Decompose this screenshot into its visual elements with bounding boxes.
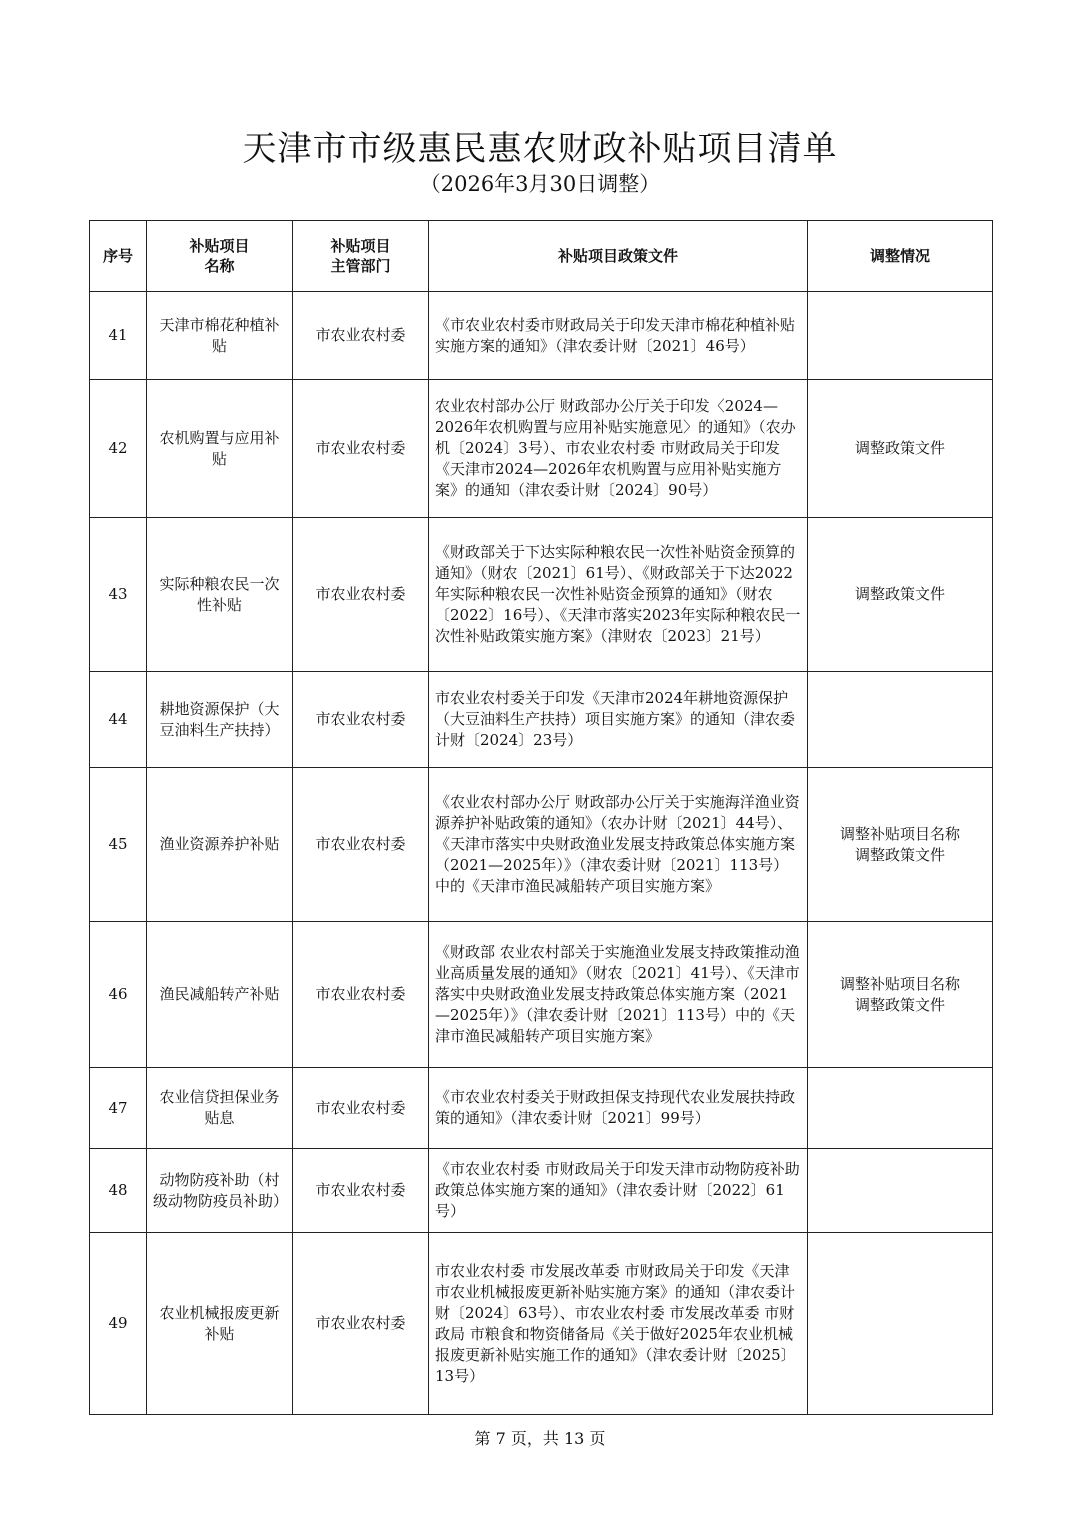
row-dept: 市农业农村委 — [293, 292, 429, 380]
table-row — [90, 1068, 993, 1149]
page-title: 天津市市级惠民惠农财政补贴项目清单 — [242, 129, 838, 169]
row-policy: 《市农业农村委市财政局关于印发天津市棉花种植补贴实施方案的通知》（津农委计财〔2021〕46号） — [429, 292, 808, 380]
header-dept — [293, 221, 429, 292]
row-dept: 市农业农村委 — [293, 518, 429, 672]
table-row — [90, 518, 993, 672]
row-name: 农业机械报废更新补贴 — [147, 1233, 293, 1415]
row-dept: 市农业农村委 — [293, 1233, 429, 1415]
header-policy: 补贴项目政策文件 — [429, 221, 808, 292]
row-dept: 市农业农村委 — [293, 1068, 429, 1149]
row-dept: 市农业农村委 — [293, 922, 429, 1068]
row-seq: 41 — [90, 292, 147, 380]
row-seq: 42 — [90, 380, 147, 518]
row-dept: 市农业农村委 — [293, 768, 429, 922]
row-policy: 《农业农村部办公厅 财政部办公厅关于实施海洋渔业资源养护补贴政策的通知》（农办计财〔2021〕44号）、《天津市落实中央财政渔业发展支持政策总体实施方案（2021—2025年）》（津农委计财〔2021〕113号）中的《天津市渔民减船转产项目实施方案》 — [429, 768, 808, 922]
row-policy: 《市农业农村委 市财政局关于印发天津市动物防疫补助政策总体实施方案的通知》（津农委计财〔2022〕61号） — [429, 1149, 808, 1233]
row-policy: 市农业农村委 市发展改革委 市财政局关于印发《天津市农业机械报废更新补贴实施方案》的通知（津农委计财〔2024〕63号）、市农业农村委 市发展改革委 市财政局 市粮食和物资储备局《关于做好2025年农业机械报废更新补贴实施工作的通知》（津农委计财〔2025〕13号） — [429, 1233, 808, 1415]
row-seq: 45 — [90, 768, 147, 922]
row-name: 渔民减船转产补贴 — [147, 922, 293, 1068]
table-row — [90, 672, 993, 768]
row-adjust: 调整政策文件 — [808, 518, 993, 672]
row-adjust — [808, 768, 993, 922]
row-policy: 《财政部 农业农村部关于实施渔业发展支持政策推动渔业高质量发展的通知》（财农〔2021〕41号）、《天津市落实中央财政渔业发展支持政策总体实施方案（2021—2025年）》（津农委计财〔2021〕113号）中的《天津市渔民减船转产项目实施方案》 — [429, 922, 808, 1068]
row-name: 实际种粮农民一次性补贴 — [147, 518, 293, 672]
row-dept: 市农业农村委 — [293, 1149, 429, 1233]
row-policy: 《市农业农村委关于财政担保支持现代农业发展扶持政策的通知》（津农委计财〔2021〕99号） — [429, 1068, 808, 1149]
header-seq: 序号 — [90, 221, 147, 292]
row-name: 农机购置与应用补贴 — [147, 380, 293, 518]
subsidy-table — [89, 220, 993, 1415]
header-adjust: 调整情况 — [808, 221, 993, 292]
row-seq: 47 — [90, 1068, 147, 1149]
row-adjust — [808, 1233, 993, 1415]
row-adjust-line2: 调整政策文件 — [854, 995, 945, 1014]
row-adjust — [808, 1149, 993, 1233]
table-row — [90, 768, 993, 922]
row-adjust-line1: 调整补贴项目名称 — [839, 824, 960, 843]
row-policy: 《财政部关于下达实际种粮农民一次性补贴资金预算的通知》（财农〔2021〕61号）、《财政部关于下达2022年实际种粮农民一次性补贴资金预算的通知》（财农〔2022〕16号）、《天津市落实2023年实际种粮农民一次性补贴政策实施方案》（津财农〔2023〕21号） — [429, 518, 808, 672]
row-dept: 市农业农村委 — [293, 380, 429, 518]
row-name: 渔业资源养护补贴 — [147, 768, 293, 922]
row-seq: 46 — [90, 922, 147, 1068]
header-dept-line1: 补贴项目 — [330, 237, 391, 255]
row-name: 天津市棉花种植补贴 — [147, 292, 293, 380]
row-name: 农业信贷担保业务贴息 — [147, 1068, 293, 1149]
table-row — [90, 922, 993, 1068]
row-seq: 49 — [90, 1233, 147, 1415]
row-adjust — [808, 292, 993, 380]
row-seq: 43 — [90, 518, 147, 672]
table-header-row — [90, 221, 993, 292]
row-adjust: 调整政策文件 — [808, 380, 993, 518]
page-subtitle: （2026年3月30日调整） — [419, 172, 661, 196]
row-adjust — [808, 1068, 993, 1149]
header-name-line2: 名称 — [204, 257, 235, 275]
row-seq: 48 — [90, 1149, 147, 1233]
row-policy: 农业农村部办公厅 财政部办公厅关于印发〈2024—2026年农机购置与应用补贴实施意见〉的通知》（农办机〔2024〕3号）、市农业农村委 市财政局关于印发《天津市2024—2026年农机购置与应用补贴实施方案》的通知（津农委计财〔2024〕90号） — [429, 380, 808, 518]
table-row — [90, 1233, 993, 1415]
header-name — [147, 221, 293, 292]
row-seq: 44 — [90, 672, 147, 768]
table-row — [90, 1149, 993, 1233]
row-adjust — [808, 672, 993, 768]
row-name: 动物防疫补助（村级动物防疫员补助） — [147, 1149, 293, 1233]
header-name-line1: 补贴项目 — [189, 237, 250, 255]
row-policy: 市农业农村委关于印发《天津市2024年耕地资源保护（大豆油料生产扶持）项目实施方案》的通知（津农委计财〔2024〕23号） — [429, 672, 808, 768]
table-row — [90, 380, 993, 518]
row-adjust-line1: 调整补贴项目名称 — [839, 974, 960, 993]
row-name: 耕地资源保护（大豆油料生产扶持） — [147, 672, 293, 768]
row-adjust — [808, 922, 993, 1068]
row-dept: 市农业农村委 — [293, 672, 429, 768]
header-dept-line2: 主管部门 — [330, 257, 391, 275]
page-footer: 第 7 页，共 13 页 — [474, 1429, 606, 1448]
row-adjust-line2: 调整政策文件 — [854, 845, 945, 864]
table-row — [90, 292, 993, 380]
